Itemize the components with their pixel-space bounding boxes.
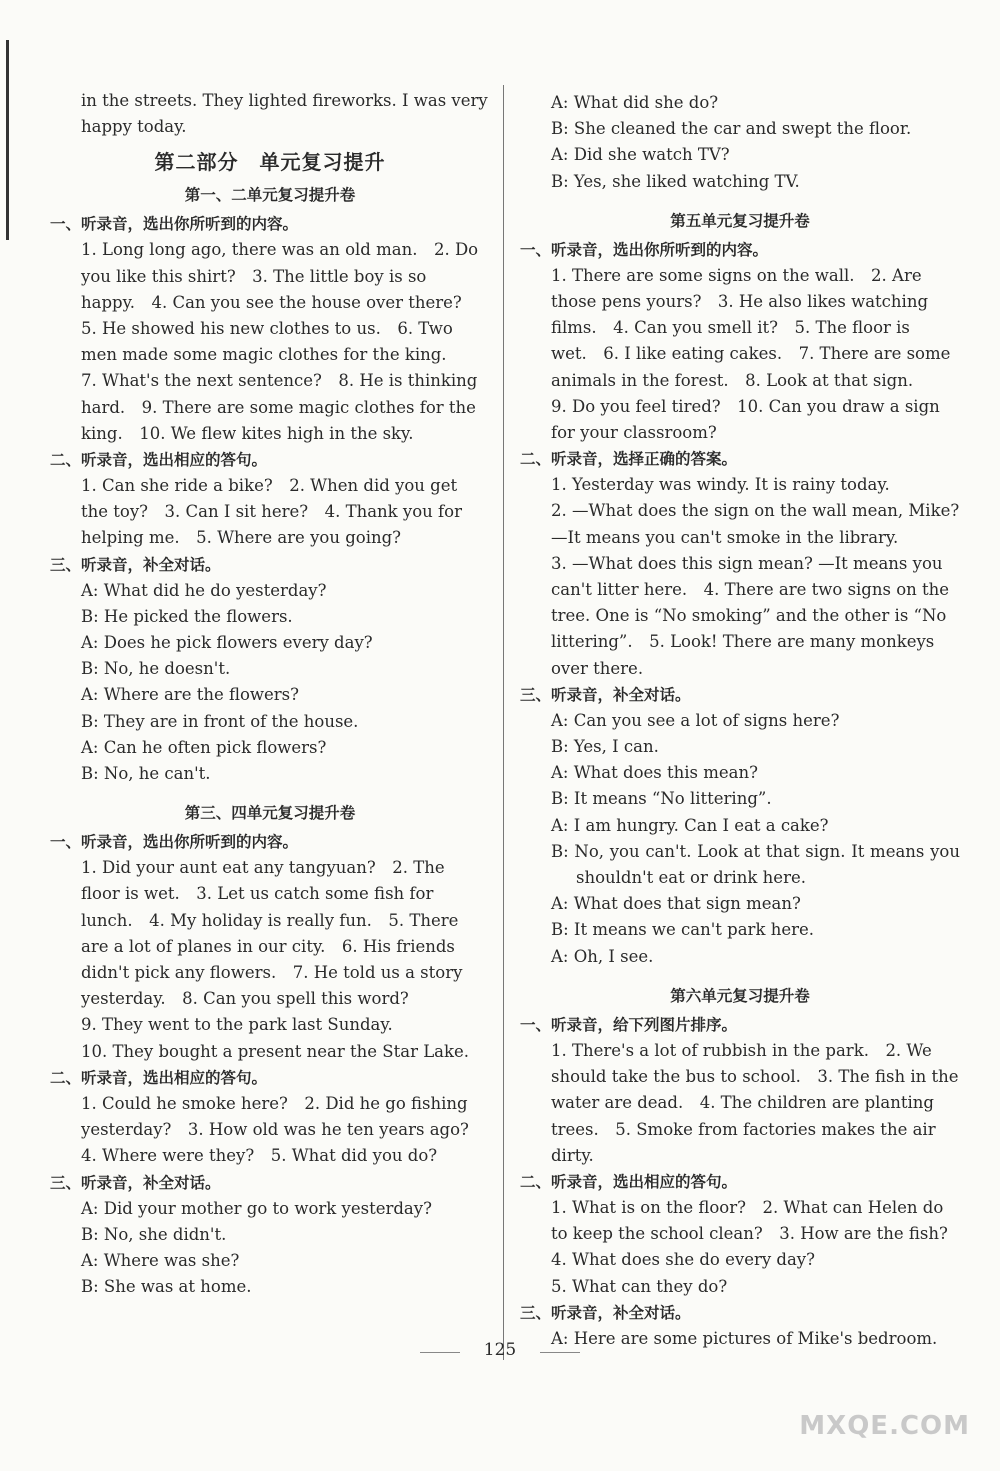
part-title: 第二部分 单元复习提升 [154,150,386,175]
dialogue-line: B: Yes, I can. [551,737,659,757]
dialogue-line: B: It means “No littering”. [551,789,772,809]
question-heading: 二、听录音，选出相应的答句。 [50,451,268,470]
dialogue-line: B: It means we can't park here. [551,920,814,940]
left-column [50,88,490,1300]
watermark: MXQE.COM [799,1411,970,1441]
dialogue-line: A: Does he pick flowers every day? [81,633,373,653]
binding-edge-mark [6,40,9,240]
question-heading: 三、听录音，补全对话。 [50,1173,221,1192]
answer-line: 1. Did your aunt eat any tangyuan? 2. The [81,858,445,878]
answer-line: 9. They went to the park last Sunday. [81,1015,393,1035]
answer-line: yesterday? 3. How old was he ten years ago? [81,1120,469,1140]
answer-line: animals in the forest. 8. Look at that sign. [551,370,914,390]
answer-line: helping me. 5. Where are you going? [81,528,402,548]
answer-line: you like this shirt? 3. The little boy is so [81,266,427,286]
dialogue-line: B: They are in front of the house. [81,711,359,731]
dialogue-line: A: Where was she? [81,1250,240,1270]
dialogue-line: A: What did she do? [551,93,719,112]
section-title-units-1-2: 第一、二单元复习提升卷 [184,186,356,205]
answer-line: 5. He showed his new clothes to us. 6. Two [81,319,453,339]
question-heading: 三、听录音，补全对话。 [520,1303,691,1322]
answer-line: for your classroom? [551,423,717,443]
answer-line: those pens yours? 3. He also likes watching [551,292,929,312]
dialogue-line: A: What does that sign mean? [551,894,801,914]
intro-line: in the streets. They lighted fireworks. I was very [81,91,488,110]
answer-line: trees. 5. Smoke from factories makes the air [551,1119,936,1139]
answer-line: 1. Long long ago, there was an old man. 2. Do [81,240,479,260]
answer-line: floor is wet. 3. Let us catch some fish for [81,884,434,904]
answer-line: 5. What can they do? [551,1276,728,1296]
answer-line: are a lot of planes in our city. 6. His friends [81,936,455,956]
answer-line: 1. Could he smoke here? 2. Did he go fishing [81,1093,468,1113]
answer-line: to keep the school clean? 3. How are the fish? [551,1224,948,1244]
question-heading: 三、听录音，补全对话。 [50,555,221,574]
answer-line: lunch. 4. My holiday is really fun. 5. There [81,910,459,930]
dialogue-line: A: Here are some pictures of Mike's bedroom. [551,1328,938,1348]
dialogue-line: A: Did your mother go to work yesterday? [81,1198,432,1218]
dialogue-line: B: No, she didn't. [81,1224,227,1244]
answer-line: happy. 4. Can you see the house over there? [81,292,462,312]
answer-line: 3. —What does this sign mean? —It means you [551,553,943,573]
answer-line: king. 10. We flew kites high in the sky. [81,423,414,443]
dialogue-line: A: Did she watch TV? [551,145,730,165]
answer-line: littering”. 5. Look! There are many monkeys [551,632,935,652]
section-title-unit-6: 第六单元复习提升卷 [670,986,810,1005]
answer-line: didn't pick any flowers. 7. He told us a story [81,963,463,983]
answer-line: water are dead. 4. The children are planting [551,1093,934,1113]
question-heading: 二、听录音，选择正确的答案。 [520,450,738,469]
section-title-units-3-4: 第三、四单元复习提升卷 [184,804,356,823]
right-column [520,90,960,1352]
dialogue-line: A: I am hungry. Can I eat a cake? [551,815,829,835]
answer-line: dirty. [551,1145,594,1165]
answer-line: 4. What does she do every day? [551,1250,815,1270]
answer-line: 2. —What does the sign on the wall mean, Mike? [551,501,960,521]
question-heading: 一、听录音，选出你所听到的内容。 [520,240,769,259]
answer-line: can't litter here. 4. There are two signs on the [551,580,950,600]
page-number-rule-right [540,1352,580,1353]
answer-line: tree. One is “No smoking” and the other is “No [551,606,947,626]
question-heading: 二、听录音，选出相应的答句。 [520,1172,738,1191]
dialogue-line: B: No, you can't. Look at that sign. It means you shouldn't eat or drink here. [551,841,960,888]
dialogue-line: A: Can he often pick flowers? [81,737,327,757]
dialogue-line: A: What did he do yesterday? [81,580,327,600]
answer-line: films. 4. Can you smell it? 5. The floor is [551,318,910,338]
page-number: 125 [483,1340,517,1360]
dialogue-line: B: Yes, she liked watching TV. [551,171,800,191]
answer-line: over there. [551,658,644,678]
dialogue-line: A: Oh, I see. [551,946,654,966]
dialogue-line: B: She cleaned the car and swept the floor. [551,119,912,139]
answer-line: 1. Yesterday was windy. It is rainy today. [551,475,890,495]
answer-line: 1. There's a lot of rubbish in the park. 2. We [551,1040,932,1060]
dialogue-line: A: Where are the flowers? [81,685,299,705]
answer-line: 1. Can she ride a bike? 2. When did you get [81,476,458,496]
answer-line: wet. 6. I like eating cakes. 7. There are some [551,344,951,364]
dialogue-line: B: No, he can't. [81,764,211,784]
question-heading: 二、听录音，选出相应的答句。 [50,1068,268,1087]
question-heading: 一、听录音，选出你所听到的内容。 [50,833,299,852]
intro-line: happy today. [81,117,187,137]
column-divider [503,85,504,1360]
section-title-unit-5: 第五单元复习提升卷 [670,211,810,230]
answer-line: 4. Where were they? 5. What did you do? [81,1146,438,1166]
dialogue-line: A: What does this mean? [551,763,758,783]
answer-line: 7. What's the next sentence? 8. He is thinking [81,371,478,391]
answer-line: should take the bus to school. 3. The fish in the [551,1067,959,1087]
dialogue-line: B: She was at home. [81,1277,252,1297]
question-heading: 一、听录音，选出你所听到的内容。 [50,215,299,234]
question-heading: 三、听录音，补全对话。 [520,685,691,704]
answer-line: 10. They bought a present near the Star Lake. [81,1041,469,1061]
dialogue-line: B: He picked the flowers. [81,606,293,626]
answer-line: hard. 9. There are some magic clothes for the [81,397,476,417]
answer-line: yesterday. 8. Can you spell this word? [81,989,409,1009]
answer-line: —It means you can't smoke in the library. [551,527,899,547]
question-heading: 一、听录音，给下列图片排序。 [520,1015,738,1034]
dialogue-line: B: No, he doesn't. [81,659,231,679]
answer-line: the toy? 3. Can I sit here? 4. Thank you for [81,502,462,522]
answer-line: men made some magic clothes for the king. [81,345,447,365]
answer-line: 1. What is on the floor? 2. What can Helen do [551,1197,944,1217]
answer-line: 1. There are some signs on the wall. 2. Are [551,265,922,285]
answer-line: 9. Do you feel tired? 10. Can you draw a sign [551,396,940,416]
dialogue-line: A: Can you see a lot of signs here? [551,710,840,730]
